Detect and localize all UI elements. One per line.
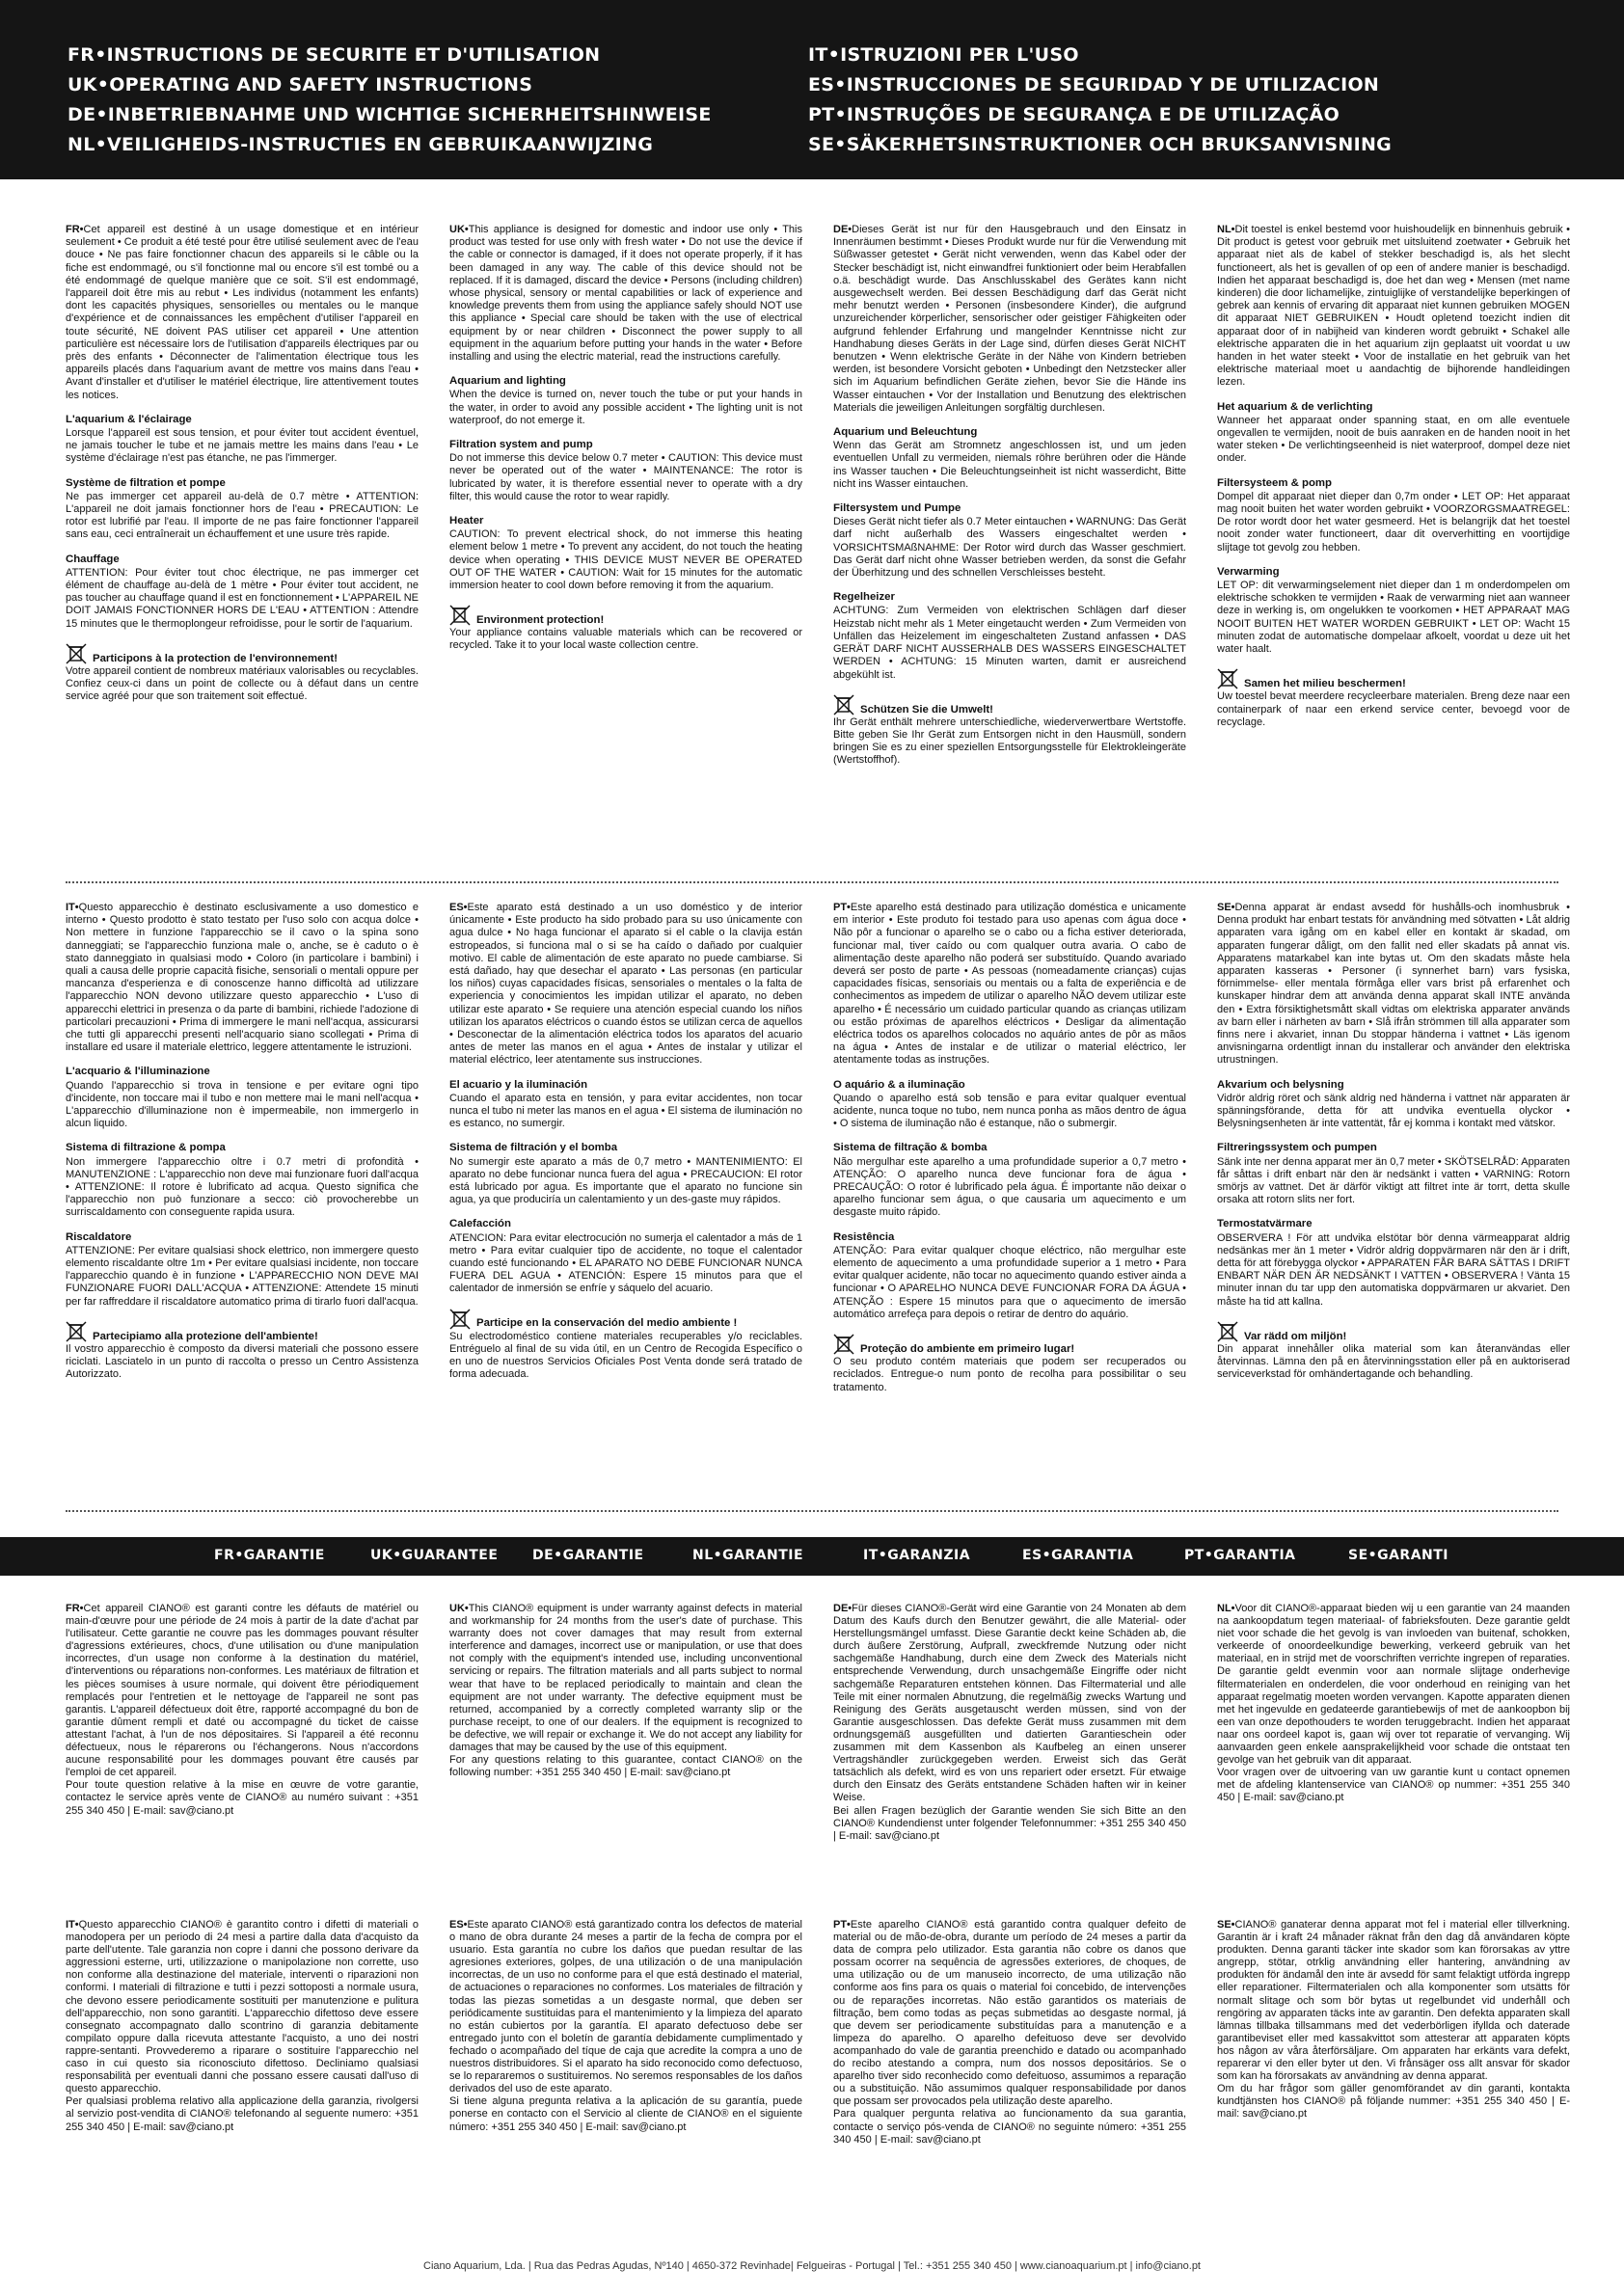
text-heater: ATENCION: Para evitar electrocución no sumerja el calentador a más de 1 metro • Para evitar cualquier tipo de accidente, no toque el calentador cuando esté funcionando • EL APARATO NO DEBE FUNCIONAR NUNCA FUERA DEL AGUA • ATENCIÓN: Espere 15 minutos para que el calentador de inmersión se enfríe y sáquelo del acuario.	[449, 1231, 802, 1295]
header-title-es: ES•INSTRUCCIONES DE SEGURIDAD Y DE UTILIZACION	[808, 74, 1380, 95]
environment-heading-row	[66, 642, 419, 665]
heading-filtration: Sistema di filtrazione & pompa	[66, 1142, 226, 1154]
guarantee-label-es: ES•GARANTIA	[1022, 1548, 1134, 1563]
environment-heading-row	[66, 1320, 419, 1343]
heading-heater: Heater	[449, 515, 484, 527]
lang-lead-pt: PT•	[833, 902, 851, 913]
intro-text: Este aparato está destinado a un uso doméstico y de interior únicamente • Este producto ha sido probado para su uso únicamente con agua dulce • No haga funcionar el aparato si el cable o la clavija están estropeados, si funciona mal o si se ha caído o dañado por cualquier motivo. El cable de alimentación de este aparato no puede cambiarse. Si está dañado, hay que desechar el aparato • Las personas (en particular los niños) cuyas capacidades físicas, sensoriales o mentales o la falta de experiencia y conocimientos les impidan utilizar el aparato, no deben utilizar este aparato • Se requiere una atención especial cuando los niños utilizan los aparatos eléctricos o cuando éstos se utilizan cerca de aquellos • Desconectar de la alimentación eléctrica todos los aparatos del acuario antes de meter las manos en el agua • Antes de instalar y utilizar el material eléctrico, leer atentamente sus instrucciones.	[449, 902, 802, 1067]
intro-text: Este aparelho está destinado para utilização doméstica e unicamente em interior • Este produto foi testado para uso apenas com água doce • Não pôr a funcionar o aparelho se o cabo ou a ficha estiver deteriorada, funcionar mal, tiver caído ou com qualquer outra avaria. O cabo de alimentação deste aparelho não poderá ser substituído. Quando avariado deverá ser posto de parte • As pessoas (nomeadamente crianças) cujas capacidades físicas, sensoriais ou mentais ou a falta de experiência e de conhecimentos as impedem de utilizar o aparelho NÃO devem utilizar este aparelho • É necessário um cuidado particular quando as crianças utilizam ou estão próximas de aparelhos eléctricos • Desligar da alimentação eléctrica todos os aparelhos colocados no aquário antes de pôr as mãos na água • Antes de instalar e de utilizar o material eléctrico, ler atentamente todas as instruções.	[833, 902, 1186, 1067]
heading-environment: Proteção do ambiente em primeiro lugar!	[860, 1342, 1075, 1355]
guarantee-text: This CIANO® equipment is under warranty against defects in material and workmanship for 24 months from the user's date of purchase. This warranty does not cover damages that may result from external interference and damages, incorrect use or manipulation, or use that does not comply with the equipment's intended use, including unconventional servicing or repairs. The filtration materials and all parts subject to normal wear that have to be replaced periodically to maintain and clean the equipment are not under warranty. The defective equipment must be returned, accompanied by a correctly completed warranty slip or the purchase receipt, to one of our dealers. If the equipment is recognized to be defective, we will repair or exchange it. We do not accept any liability for damages that may be caused by the use of this equipment.	[449, 1603, 802, 1754]
header-title-pt: PT•INSTRUÇÕES DE SEGURANÇA E DE UTILIZAÇÃO	[808, 104, 1340, 125]
crossed-bin-icon	[1217, 667, 1238, 690]
guarantee-section-2	[66, 1919, 1570, 2247]
environment-heading-row	[449, 604, 802, 627]
heading-aquarium-lighting: Aquarium and lighting	[449, 375, 566, 388]
heading-heater: Riscaldatore	[66, 1230, 132, 1243]
environment-heading-row	[1217, 667, 1570, 690]
instructions-de	[833, 224, 1186, 866]
header-title-de: DE•INBETRIEBNAHME UND WICHTIGE SICHERHEITSHINWEISE	[68, 104, 712, 125]
header-left-titles	[68, 41, 800, 160]
guarantee-de	[833, 1603, 1186, 1898]
crossed-bin-icon	[449, 604, 471, 627]
instructions-it	[66, 902, 419, 1490]
guarantee-text: Voor dit CIANO®-apparaat bieden wij u een garantie van 24 maanden na aankoopdatum tegen materiaal- of fabrieksfouten. Deze garantie geldt niet voor schade die het gevolg is van invloeden van buitenaf, schokken, verkeerde of onoordeelkundige bewerking, verkeerd gebruik van het materiaal, en in strijd met de voorschriften verrichte ingrepen of reparaties. De garantie geldt evenmin voor aan normale slijtage onderhevige filtermaterialen en onderdelen, die voor onderhoud en reiniging van het apparaat regelmatig moeten worden vervangen. Kapotte apparaten dienen met het ingevulde en gedateerde garantiebewijs of met de aankoopbon bij een van onze depothouders te worden teruggebracht. Indien het apparaat naar ons oordeel kapot is, gaan wij over tot reparatie of vervanging. Wij aanvaarden geen enkele aansprakelijkheid voor schade die ontstaat ten gevolge van het gebruik van dit apparaat.	[1217, 1603, 1570, 1767]
text-heater: ACHTUNG: Zum Vermeiden von elektrischen Schlägen darf dieser Heizstab nicht mehr als 1 Meter eingetaucht werden • Zum Vermeiden von Unfällen das Heizelement im eingeschalteten Zustand anfassen • DAS GERÄT DARF NICHT AUSSERHALB DES WASSERS EINGESCHALTET WERDEN • ACHTUNG: 15 Minuten warten, damit er ausreichend abgekühlt ist.	[833, 605, 1186, 681]
heading-aquarium-lighting: Aquarium und Beleuchtung	[833, 426, 978, 439]
guarantee-contact: Voor vragen over de uitvoering van uw garantie kunt u contact opnemen met de afdeling klantenservice van CIANO® op nummer: +351 255 340 450 | E-mail: sav@ciano.pt	[1217, 1767, 1570, 1804]
environment-heading-row	[449, 1308, 802, 1331]
text-environment: Uw toestel bevat meerdere recycleerbare materialen. Breng deze naar een containerpark of naar een erkend service center, bevoegd voor de recyclage.	[1217, 690, 1570, 728]
lang-lead-it: IT•	[66, 1919, 79, 1931]
text-aquarium-lighting: Lorsque l'appareil est sous tension, et pour éviter tout accident éventuel, ne jamais toucher le tube et ne jamais mettre les mains dans l'eau • Le système d'éclairage n'est pas étanche, ne pas l'immerger.	[66, 427, 419, 465]
text-filtration: Ne pas immerger cet appareil au-delà de 0.7 mètre • ATTENTION: L'appareil ne doit jamais fonctionner hors de l'eau • PRECAUTION: Le rotor est lubrifié par l'eau. Il importe de ne pas faire fonctionner l'appareil sans eau, ceci entraînerait un échauffement et une usure très rapide.	[66, 490, 419, 541]
crossed-bin-icon	[66, 1320, 87, 1343]
guarantee-pt	[833, 1919, 1186, 2247]
heading-environment: Environment protection!	[476, 614, 605, 627]
text-aquarium-lighting: When the device is turned on, never touch the tube or put your hands in the water, in order to avoid any possible accident • The lighting unit is not waterproof, do not emerge it.	[449, 389, 802, 426]
guarantee-text: Für dieses CIANO®-Gerät wird eine Garantie von 24 Monaten ab dem Datum des Kaufs durch den Benutzer gewährt, die alle Material- oder Herstellungsmängel umfasst. Diese Garantie deckt keine Schäden ab, die durch äußere Zerstörung, Aufprall, zweckfremde Nutzung oder nicht sachgemäße Handhabung, durch eine dem Zweck des Materials nicht entsprechende Verwendung, durch unsachgemäße Eingriffe oder nicht sachgemäße Reparaturen entstehen können. Das Filtermaterial und alle Teile mit einer normalen Abnutzung, die regelmäßig zwecks Wartung und Reinigung des Geräts ausgetauscht werden müssen, sind von der Garantie ausgeschlossen. Das defekte Gerät muss zusammen mit dem ordnungsgemäß ausgefüllten und datierten Garantieschein oder zusammen mit dem Kassenbon als Kaufbeleg an einen unserer Vertragshändler zurückgegeben werden. Erweist sich das Gerät tatsächlich als defekt, wird es von uns repariert oder ersetzt. Für etwaige durch den Einsatz des Geräts entstandene Schäden haften wir in keiner Weise.	[833, 1603, 1186, 1804]
guarantee-bar	[0, 1537, 1624, 1576]
guarantee-label-uk: UK•GUARANTEE	[370, 1548, 499, 1563]
lang-lead-uk: UK•	[449, 224, 469, 235]
text-filtration: Non immergere l'apparecchio oltre i 0.7 metri di profondità • MANUTENZIONE : L'apparecchio non deve mai funzionare fuori dall'acqua • ATTENZIONE: Il rotore è lubrificato ad acqua. Questo significa che l'apparecchio non può funzionare a secco: ciò provocherebbe un surriscaldamento con conseguente rapida usura.	[66, 1155, 419, 1219]
instructions-section-2	[66, 902, 1570, 1490]
intro-text: Denna apparat är endast avsedd för hushålls-och inomhusbruk • Denna produkt har enbart testats för användning med sötvatten • Låt aldrig apparaten vara igång om en kabel eller en kontakt är skadad, om apparaten fungerar dåligt, om den fallit ned eller skadats på annat vis. Apparatens matarkabel kan inte bytas ut. Om den skadats måste hela apparaten kasseras • Personer (i synnerhet barn) vars fysiska, förnimmelse- eller mentala förmåga eller vars brist på erfarenhet och kunskaper hindrar dem att använda denna apparat skall INTE använda den • Extra försiktighetsmått skall vidtas om elektriska apparater används av barn eller i närheten av barn • Slå ifrån strömmen till alla apparater som finns nere i akvariet, innan Du stoppar händerna i vattnet • Läs igenom anvisningarna ordentligt innan du installerar och använder den elektriska utrustningen.	[1217, 902, 1570, 1067]
lang-lead-de: DE•	[833, 1603, 853, 1614]
intro-text: Questo apparecchio è destinato esclusivamente a uso domestico e interno • Questo prodotto è stato testato per l'uso solo con acqua dolce • Non mettere in funzione l'apparecchio se il cavo o la spina sono danneggiati; se l'apparecchio funziona male o, anche, se è caduto o è stato danneggiato in qualsiasi modo • Coloro (in particolare i bambini) i quali a causa delle proprie capacità fisiche, sensoriali o mentali oppure per mancanza d'esperienza e di conoscenze hanno difficoltà ad utilizzare l'apparecchio NON devono utilizzare questo apparecchio • L'uso di apparecchi elettrici in presenza o da parte di bambini, richiede l'adozione di particolari precauzioni • Prima di immergere le mani nell'acqua, assicurarsi che tutti gli apparecchi presenti nell'acquario siano scollegati • Prima di installare ed usare il materiale elettrico, leggere attentamente le istruzioni.	[66, 902, 419, 1054]
guarantee-nl	[1217, 1603, 1570, 1898]
guarantee-contact: For any questions relating to this guarantee, contact CIANO® on the following number: +351 255 340 450 | E-mail: sav@ciano.pt	[449, 1754, 802, 1779]
footer-address: Ciano Aquarium, Lda. | Rua das Pedras Agudas, Nº140 | 4650-372 Revinhade| Felgueiras - Portugal | Tel.: +351 255 340 450 | www.cianoaquarium.pt | info@ciano.pt	[423, 2260, 1201, 2272]
heading-environment: Participe en la conservación del medio ambiente !	[476, 1317, 738, 1330]
text-environment: Your appliance contains valuable materials which can be recovered or recycled. Take it to your local waste collection centre.	[449, 627, 802, 652]
text-environment: Il vostro apparecchio è composto da diversi materiali che possono essere riciclati. Lasciatelo in un punto di raccolta o presso un Centro Assistenza Autorizzato.	[66, 1342, 419, 1381]
heading-filtration: Filtersystem und Pumpe	[833, 502, 961, 515]
intro-text: This appliance is designed for domestic and indoor use only • This product was tested for use only with fresh water • Do not use the device if the cable or connector is damaged, if it does not operate properly, if it has been damaged in any way. The cable of this device should not be replaced. If it is damaged, discard the device • Persons (including children) whose physical, sensory or mental capabilities or lack of experience and knowledge prevents them from using the appliance safely should NOT use this appliance • Special care should be taken with the use of electrical equipment by or near children • Disconnect the power supply to all equipment in the aquarium before putting your hands in the water • Before installing and using the electric material, read the instructions carefully.	[449, 224, 802, 364]
guarantee-fr	[66, 1603, 419, 1898]
text-heater: OBSERVERA ! För att undvika elstötar bör denna värmeapparat aldrig nedsänkas mer än 1 meter • Vidrör aldrig doppvärmaren när den är i drift, detta för att förebygga olyckor • APPARATEN FÅR BARA SÄTTAS I DRIFT ENBART NÄR DEN ÄR NEDSÄNKT I VATTEN • OBSERVERA ! Vänta 15 minuter innan du tar upp den automatiska doppvärmaren ur akvariet. Den måste ha tid att kallna.	[1217, 1231, 1570, 1308]
lang-lead-uk: UK•	[449, 1603, 469, 1614]
text-filtration: Do not immerse this device below 0.7 meter • CAUTION: This device must never be operated out of the water • MAINTENANCE: The rotor is lubricated by water, it is therefore essential never to operate with a dry filter, this would cause the rotor to wear rapidly.	[449, 452, 802, 502]
guarantee-text: Este aparato CIANO® está garantizado contra los defectos de material o mano de obra durante 24 meses a partir de la fecha de compra por el usuario. Esta garantía no cubre los daños que puedan resultar de las agresiones exteriores, golpes, de una utilización o de una manipulación incorrectas, de un uso no conforme para el que está destinado el material, de actuaciones o reparaciones no conformes. Los materiales de filtración y todas las piezas sometidas a un desgaste normal, que deben ser periódicamente sustituidas para el mantenimiento y la limpieza del aparato no están cubiertos por la garantía. El aparato defectuoso debe ser entregado junto con el boletín de garantía debidamente cumplimentado y fechado o acompañado del tíque de caja que acredite la compra a uno de nuestros distribuidores. Si el aparato ha sido reconocido como defectuoso, se lo repararemos o sustituiremos. No seremos responsables de los daños derivados del uso de este aparato.	[449, 1919, 802, 2095]
text-aquarium-lighting: Quando o aparelho está sob tensão e para evitar qualquer eventual acidente, nunca toque no tubo, nem nunca ponha as mãos dentro de água • O sistema de iluminação não é estanque, não o submergir.	[833, 1092, 1186, 1130]
text-aquarium-lighting: Wenn das Gerät am Stromnetz angeschlossen ist, und um jeden eventuellen Unfall zu vermeiden, niemals röhre berühren oder die Hände ins Wasser tauchen • Die Beleuchtungseinheit ist nicht wasserdicht, Bitte nicht ins Wasser eintauchen.	[833, 440, 1186, 490]
lang-lead-se: SE•	[1217, 1919, 1235, 1931]
text-heater: ATENÇÃO: Para evitar qualquer choque eléctrico, não mergulhar este elemento de aquecimento a uma profundidade superior a 1 metro • Para evitar qualquer acidente, não tocar no aquecimento quando estiver ainda a funcionar • O APARELHO NUNCA DEVE FUNCIONAR FORA DA ÁGUA • ATENÇÃO : Espere 15 minutos para que o aquecimento de imersão automático arrefeça para depois o retirar de dentro do aquário.	[833, 1244, 1186, 1320]
heading-aquarium-lighting: El acuario y la iluminación	[449, 1078, 588, 1091]
guarantee-se	[1217, 1919, 1570, 2247]
heading-heater: Resistência	[833, 1230, 895, 1243]
text-filtration: No sumergir este aparato a más de 0,7 metro • MANTENIMIENTO: El aparato no debe funcionar nunca fuera del agua • PRECAUCION: El rotor está lubricado por agua. Es importante que el aparato no funcione sin agua, ya que produciría un calentamiento y un des-gaste muy rápidos.	[449, 1155, 802, 1206]
text-environment: Votre appareil contient de nombreux matériaux valorisables ou recyclables. Confiez ceux-ci dans un point de collecte ou à défaut dans un centre service agréé pour que son traitement soit effectué.	[66, 664, 419, 703]
heading-heater: Regelheizer	[833, 591, 895, 604]
heading-environment: Var rädd om miljön!	[1244, 1330, 1347, 1342]
heading-aquarium-lighting: L'aquarium & l'éclairage	[66, 413, 192, 425]
heading-aquarium-lighting: Het aquarium & de verlichting	[1217, 400, 1373, 413]
text-aquarium-lighting: Wanneer het apparaat onder spanning staat, en om alle eventuele ongevallen te vermijden, nooit de buis aanraken en de handen nooit in het water steken • De verlichtingseenheid is niet waterproof, dompel deze niet onder.	[1217, 414, 1570, 465]
lang-lead-nl: NL•	[1217, 1603, 1235, 1614]
text-heater: CAUTION: To prevent electrical shock, do not immerse this heating element below 1 metre • To prevent any accident, do not touch the heating device when operating • THIS DEVICE MUST NEVER BE OPERATED OUT OF THE WATER • CAUTION: Wait for 15 minutes for the automatic immersion heater to cool down before removing it from the aquarium.	[449, 528, 802, 592]
lang-lead-fr: FR•	[66, 1603, 84, 1614]
guarantee-label-pt: PT•GARANTIA	[1184, 1548, 1296, 1563]
header-title-it: IT•ISTRUZIONI PER L'USO	[808, 44, 1079, 66]
crossed-bin-icon	[833, 693, 854, 716]
text-aquarium-lighting: Cuando el aparato esta en tensión, y para evitar accidentes, non tocar nunca el tubo ni meter las manos en el agua • El sistema de iluminación no es estanco, no sumergir.	[449, 1092, 802, 1130]
header-title-fr-uk-de-nl: FR•INSTRUCTIONS DE SECURITE ET D'UTILISATION	[68, 44, 601, 66]
heading-environment: Schützen Sie die Umwelt!	[860, 703, 993, 716]
header-title-se: SE•SÄKERHETSINSTRUKTIONER OCH BRUKSANVISNING	[808, 134, 1393, 155]
guarantee-text: Este aparelho CIANO® está garantido contra qualquer defeito de material ou de mão-de-obra, durante um período de 24 meses a partir da data de compra pelo utilizador. Esta garantia não cobre os danos que possam ocorrer na sequência de agressões exteriores, de choques, de uma utilização ou de um manuseio incorrecto, de uma utilização não conforme aos fins para os quais o material foi concebido, de intervenções ou de reparações incorretas. Não estão garantidos os materiais de filtração, bem como todas as peças submetidas ao desgaste normal, já que devem ser periodicamente substituídas para a manutenção e a limpeza do aparelho. O aparelho defeituoso deve ser devolvido acompanhado do vale de garantia preenchido e datado ou acompanhado do recibo atestando a compra, num dos nossos depositários. Se o aparelho tiver sido reconhecido como defeituoso, assumimos a reparação ou a substituição. Não assumimos qualquer responsabilidade por danos que possam ser provocados pela utilização deste aparelho.	[833, 1919, 1186, 2108]
heading-heater: Calefacción	[449, 1218, 511, 1230]
lang-lead-se: SE•	[1217, 902, 1235, 913]
guarantee-text: Questo apparecchio CIANO® è garantito contro i difetti di materiali o manodopera per un periodo di 24 mesi a partire dalla data d'acquisto da parte dell'utente. Tale garanzia non copre i danni che possono derivare da aggressioni esterne, urti, utilizzazione o manipolazione non corrette, uso non conforme alla destinazione del materiale, interventi o riparazioni non conformi. I materiali di filtrazione e tutti i pezzi sottoposti a normale usura, che devono essere periodicamente sostituiti per manutenzione e pulitura dell'apparecchio, non sono garantiti. L'apparecchio difettoso deve essere consegnato accompagnato dallo scontrino di garanzia debitamente compilato oppure dalla ricevuta attestante l'acquisto, a uno dei nostri rappre-sentanti. Provvederemo a riparare o sostituire l'apparecchio nel caso in cui questo sia riconosciuto difettoso. Decliniamo qualsiasi responsabilità per eventuali danni che possano essere causati dall'uso di questo apparecchio.	[66, 1919, 419, 2095]
text-heater: ATTENZIONE: Per evitare qualsiasi shock elettrico, non immergere questo elemento riscaldante oltre 1m • Per evitare qualsiasi incidente, non toccare l'apparecchio quando è in funzione • L'APPARECCHIO NON DEVE MAI FUNZIONARE FUORI DALL'ACQUA • ATTENZIONE: Attendete 15 minuti per far raffreddare il riscaldatore automatico prima di tirarlo fuori dall'acqua.	[66, 1244, 419, 1308]
header-title-nl: NL•VEILIGHEIDS-INSTRUCTIES EN GEBRUIKAANWIJZING	[68, 134, 654, 155]
guarantee-label-se: SE•GARANTI	[1348, 1548, 1449, 1563]
guarantee-contact: Per qualsiasi problema relativo alla applicazione della garanzia, rivolgersi al servizio post-vendita di CIANO® telefonando al seguente numero: +351 255 340 450 | E-mail: sav@ciano.pt	[66, 2095, 419, 2133]
heading-aquarium-lighting: O aquário & a iluminação	[833, 1078, 965, 1091]
instructions-nl	[1217, 224, 1570, 866]
guarantee-contact: Pour toute question relative à la mise en œuvre de votre garantie, contactez le service après vente de CIANO® au numéro suivant : +351 255 340 450 | E-mail: sav@ciano.pt	[66, 1779, 419, 1817]
guarantee-text: CIANO® ganaterar denna apparat mot fel i material eller tillverkning. Garantin är i kraft 24 månader räknat från den dag då användaren köpte produkten. Denna garanti täcker inte skador som kan förorsakas av yttre angrepp, stötar, otrklig användning eller hantering, användning av produkten för ändamål den inte är avsedd för samt felaktigt utförda ingrepp eller reparationer. Filtermaterialen och alla komponenter som utsätts för normalt slitage och som bör bytas ut regelbundet vid underhåll och rengöring av apparaten täcks inte av garantin. Den defekta apparaten skall lämnas tillbaka tillsammans med det vederbörligen ifyllda och daterade garantibeviset eller med kassakvittot som attesterar att apparaten köpts hos någon av våra återförsäljare. Om apparaten har erkänts vara defekt, reparerar vi den eller byter ut den. Vi frånsäger oss allt ansvar för skador som kan ha förorsakats av användning av denna apparat.	[1217, 1919, 1570, 2083]
environment-heading-row	[833, 1333, 1186, 1356]
instructions-se	[1217, 902, 1570, 1490]
heading-filtration: Sistema de filtración y el bomba	[449, 1142, 618, 1154]
heading-environment: Partecipiamo alla protezione dell'ambiente!	[93, 1330, 318, 1342]
dotted-divider	[66, 1510, 1558, 1512]
crossed-bin-icon	[833, 1333, 854, 1356]
instructions-uk	[449, 224, 802, 866]
environment-heading-row	[1217, 1320, 1570, 1343]
guarantee-uk	[449, 1603, 802, 1898]
text-filtration: Dompel dit apparaat niet dieper dan 0,7m onder • LET OP: Het apparaat mag nooit buiten het water worden gebruikt • VOORZORGSMAATREGEL: De rotor wordt door het water gesmeerd. Het is belangrijk dat het toestel nooit zonder water functioneert, daar dit oververhitting en voortijdige slijtage tot gevolg zou hebben.	[1217, 490, 1570, 554]
heading-aquarium-lighting: Akvarium och belysning	[1217, 1078, 1344, 1091]
text-filtration: Sänk inte ner denna apparat mer än 0,7 meter • SKÖTSELRÅD: Apparaten får såttas i drift enbart när den är nedsänkt i vatten • VARNING: Rotorn smörjs av vattnet. Det är därför viktigt att filtret inte är torrt, detta skulle orsaka att rotorn slits ner fort.	[1217, 1155, 1570, 1206]
text-heater: LET OP: dit verwarmingselement niet dieper dan 1 m onderdompelen om elektrische schokken te vermijden • Raak de verwarming niet aan wanneer deze in werking is, om ongelukken te voorkomen • HET APPARAAT MAG NOOIT BUITEN HET WATER WORDEN GEBRUIKT • LET OP: Wacht 15 minuten zodat de automatische dompelaar afkoelt, voordat u deze uit het water haalt.	[1217, 580, 1570, 656]
header-right-titles	[808, 41, 1541, 160]
text-filtration: Não mergulhar este aparelho a uma profundidade superior a 0,7 metro • ATENÇÃO: O aparelho nunca deve funcionar fora de água • PRECAUÇÃO: O rotor é lubrificado pela água. É importante não deixar o aparelho funcionar sem água, o que causaria um aquecimento e um desgaste muito rápido.	[833, 1155, 1186, 1219]
heading-filtration: Système de filtration et pompe	[66, 476, 226, 489]
instructions-fr	[66, 224, 419, 866]
crossed-bin-icon	[1217, 1320, 1238, 1343]
intro-text: Cet appareil est destiné à un usage domestique et en intérieur seulement • Ce produit a été testé pour être utilisé seulement avec de l'eau douce • Ne pas faire fonctionner chacun des appareils si le câble ou la fiche est endommagé, ou s'il fonctionne mal ou encore s'il est tombé ou a été endommagé de quelque manière que ce soit. S'il est endommagé, l'appareil doit être mis au rebut • Les individus (notamment les enfants) dont les capacités physiques, sensorielles ou mentales ou le manque d'expérience et de connaissances les empêchent d'utiliser l'appareil en toute sécurité, NE doivent PAS utiliser cet appareil • Une attention particulière est nécessaire lors de l'utilisation d'appareils électriques par ou près des enfants • Déconnecter de l'alimentation électrique tous les appareils placés dans l'aquarium avant de mettre vos mains dans l'eau • Avant d'installer et d'utiliser le matériel électrique, lire attentivement toutes les notices.	[66, 224, 419, 401]
guarantee-it	[66, 1919, 419, 2247]
heading-heater: Termostatvärmare	[1217, 1218, 1313, 1230]
instructions-section-1	[66, 224, 1570, 866]
guarantee-label-de: DE•GARANTIE	[532, 1548, 644, 1563]
lang-lead-it: IT•	[66, 902, 79, 913]
text-heater: ATTENTION: Pour éviter tout choc électrique, ne pas immerger cet élément de chauffage au-delà de 1 mètre • Pour éviter tout accident, ne pas toucher au chauffage quand il est en fonctionnement • L'APPAREIL NE DOIT JAMAIS FONCTIONNER HORS DE L'EAU • ATTENTION : Attendre 15 minutes que le thermoplongeur refroidisse, pour le sortir de l'aquarium.	[66, 566, 419, 630]
instructions-es	[449, 902, 802, 1490]
guarantee-section-1	[66, 1603, 1570, 1898]
intro-text: Dit toestel is enkel bestemd voor huishoudelijk en binnenhuis gebruik • Dit product is getest voor gebruik met uitsluitend zoetwater • Gebruik het apparaat niet als de kabel of stekker beschadigd is, als het slecht functioneert, als het is gevallen of op een of andere manier is beschadigd. Indien het apparaat beschadigd is, doe het dan weg • Mensen (met name kinderen) die door lichamelijke, zintuiglijke of verstandelijke beperkingen of gebrek aan kennis of ervaring dit apparaat niet kunnen gebruiken MOGEN dit apparaat NIET GEBRUIKEN • Houdt opletend toezicht indien dit apparaat door of in nabijheid van kinderen wordt gebruikt • Schakel alle elektrische apparaten die in het aquarium zijn geplaatst uit voordat u uw handen in het water steekt • Voor de installatie en het gebruik van het elektrische materiaal moet u aandachtig de bijhorende handleidingen lezen.	[1217, 224, 1570, 389]
header-bar	[0, 0, 1624, 179]
text-environment: Din apparat innehåller olika material som kan återanvändas eller återvinnas. Lämna den på en återvinningsstation eller på en auktoriserad serviceverkstad för omhändertagande och behandling.	[1217, 1342, 1570, 1381]
heading-filtration: Filtration system and pump	[449, 439, 593, 451]
heading-heater: Chauffage	[66, 553, 120, 565]
dotted-divider	[66, 881, 1558, 883]
guarantee-label-nl: NL•GARANTIE	[692, 1548, 804, 1563]
heading-filtration: Filtreringssystem och pumpen	[1217, 1142, 1377, 1154]
crossed-bin-icon	[66, 642, 87, 665]
intro-text: Dieses Gerät ist nur für den Hausgebrauch und den Einsatz in Innenräumen bestimmt • Dieses Produkt wurde nur für die Verwendung mit Süßwasser getestet • Gerät nicht verwenden, wenn das Kabel oder der Stecker beschädigt ist, nicht einwandfrei funktioniert oder beim Herabfallen o.ä. beschädigt wurde. Das Anschlusskabel des Gerätes kann nicht ausgewechselt werden. Bei dessen Beschädigung darf das Gerät nicht mehr benutzt werden • Personen (insbesondere Kinder), die aufgrund unzureichender körperlicher, sensorischer oder geistiger Fähigkeiten oder aufgrund fehlender Erfahrung und mangelnder Kenntnisse nicht zur Handhabung dieses Geräts in der Lage sind, dürfen dieses Gerät NICHT benutzen • Wenn elektrische Geräte in der Nähe von Kindern betrieben werden, ist besondere Vorsicht geboten • Unbedingt den Netzstecker aller sich im Aquarium befindlichen Geräte ziehen, bevor Sie die Hände ins Wasser eintauchen • Vor der Installation und Benutzung des elektrischen Materials die jeweiligen Anleitungen sorgfältig durchlesen.	[833, 224, 1186, 414]
guarantee-contact: Bei allen Fragen bezüglich der Garantie wenden Sie sich Bitte an den CIANO® Kundendienst unter folgender Telefonnummer: +351 255 340 450 | E-mail: sav@ciano.pt	[833, 1804, 1186, 1842]
environment-heading-row	[833, 693, 1186, 716]
text-aquarium-lighting: Quando l'apparecchio si trova in tensione e per evitare ogni tipo d'incidente, non toccare mai il tubo e non mettere mai le mani nell'acqua • L'apparecchio d'illuminazione non è impermeabile, non immergerlo in alcun liquido.	[66, 1079, 419, 1130]
guarantee-label-it: IT•GARANZIA	[863, 1548, 971, 1563]
lang-lead-pt: PT•	[833, 1919, 851, 1931]
heading-filtration: Filtersysteem & pomp	[1217, 476, 1333, 489]
lang-lead-fr: FR•	[66, 224, 84, 235]
guarantee-es	[449, 1919, 802, 2247]
instructions-pt	[833, 902, 1186, 1490]
heading-environment: Participons à la protection de l'environnement!	[93, 652, 338, 664]
lang-lead-de: DE•	[833, 224, 853, 235]
guarantee-contact: Si tiene alguna pregunta relativa a la aplicación de su garantía, puede ponerse en contacto con el Servicio al cliente de CIANO® en el siguiente número: +351 255 340 450 | E-mail: sav@ciano.pt	[449, 2095, 802, 2133]
guarantee-text: Cet appareil CIANO® est garanti contre les défauts de matériel ou main-d'œuvre pour une période de 24 mois à partir de la date d'achat par l'utilisateur. Cette garantie ne couvre pas les dommages pouvant résulter d'agressions extérieures, chocs, d'une utilisation ou d'une manipulation incorrectes, d'un usage non conforme à la destination du matériel, d'interventions ou réparations non-conformes. Les matériaux de filtration et les pièces soumises à usure normale, qui doivent être périodiquement remplacés pour l'entretien et le nettoyage de l'appareil ne sont pas garantis. L'appareil défectueux doit être, rapporté accompagné du bon de garantie dûment rempli et daté ou accompagné du ticket de caisse attestant l'achat, à l'un de nos dépositaires. Si l'appareil a été reconnu défectueux, nous le réparerons ou l'échangerons. Nous n'accordons aucune responsabilité pour les dommages pouvant être causés par l'emploi de cet appareil.	[66, 1603, 419, 1779]
lang-lead-es: ES•	[449, 1919, 468, 1931]
heading-filtration: Sistema de filtração & bomba	[833, 1142, 988, 1154]
text-environment: Ihr Gerät enthält mehrere unterschiedliche, wiederverwertbare Wertstoffe. Bitte geben Sie Ihr Gerät zum Entsorgen nicht in den Hausmüll, sondern bringen Sie es zu einer speziellen Entsorgungsstelle für Elektrokleingeräte (Wertstoffhof).	[833, 716, 1186, 767]
crossed-bin-icon	[449, 1308, 471, 1331]
guarantee-label-fr: FR•GARANTIE	[214, 1548, 325, 1563]
text-environment: Su electrodoméstico contiene materiales recuperables y/o reciclables. Entréguelo al final de su vida útil, en un Centro de Recogida Específico o en uno de nuestros Servicios Oficiales Post Venta donde será tratado de forma adecuada.	[449, 1330, 802, 1381]
header-title-uk: UK•OPERATING AND SAFETY INSTRUCTIONS	[68, 74, 533, 95]
text-filtration: Dieses Gerät nicht tiefer als 0.7 Meter eintauchen • WARNUNG: Das Gerät darf nicht außerhalb des Wassers eingeschaltet werden • VORSICHTSMAßNAHME: Der Rotor wird durch das Wasser geschmiert. Das Gerät darf nicht ohne Wasser betrieben werden, da sonst die Gefahr der Überhitzung und des schnellen Verschleisses besteht.	[833, 516, 1186, 580]
lang-lead-nl: NL•	[1217, 224, 1235, 235]
text-environment: O seu produto contém materiais que podem ser recuperados ou reciclados. Entregue-o num ponto de recolha para possibilitar o seu tratamento.	[833, 1356, 1186, 1393]
guarantee-contact: Para qualquer pergunta relativa ao funcionamento da sua garantia, contacte o serviço pós-venda de CIANO® no seguinte número: +351 255 340 450 | E-mail: sav@ciano.pt	[833, 2108, 1186, 2146]
heading-environment: Samen het milieu beschermen!	[1244, 678, 1406, 690]
lang-lead-es: ES•	[449, 902, 468, 913]
heading-heater: Verwarming	[1217, 565, 1280, 578]
text-aquarium-lighting: Vidrör aldrig röret och sänk aldrig ned händerna i vattnet när apparaten är spänningsförande, detta för att undvika eventuella olyckor • Belysningsenheten är inte vattentät, får ej komma i kontakt med vätskor.	[1217, 1092, 1570, 1130]
guarantee-contact: Om du har frågor som gäller genomförandet av din garanti, kontakta kundtjänsten hos CIANO® på följande nummer: +351 255 340 450 | E-mail: sav@ciano.pt	[1217, 2083, 1570, 2120]
heading-aquarium-lighting: L'acquario & l'illuminazione	[66, 1066, 210, 1078]
